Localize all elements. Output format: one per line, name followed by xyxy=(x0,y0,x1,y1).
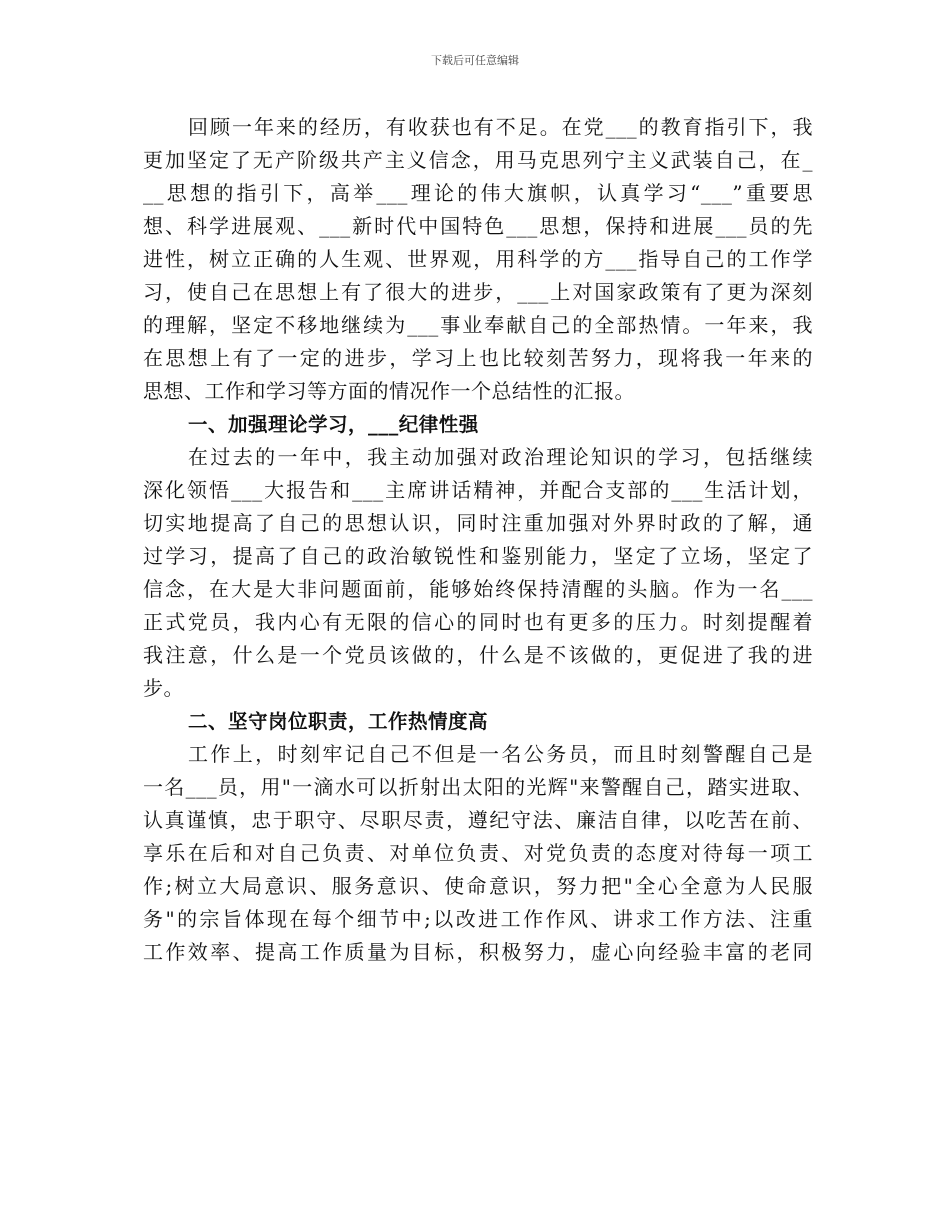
paragraph-intro xyxy=(143,111,813,408)
text-line: 过学习，提高了自己的政治敏锐性和鉴别能力，坚定了立场，坚定了 xyxy=(143,544,813,568)
text-line: 深化领悟___大报告和___主席讲话精神，并配合支部的___生活计划， xyxy=(143,478,813,502)
text-line: 在思想上有了一定的进步，学习上也比较刻苦努力，现将我一年来的 xyxy=(143,346,813,370)
text-line: 回顾一年来的经历，有收获也有不足。在党___的教育指引下，我 xyxy=(188,115,813,139)
text-line: 在过去的一年中，我主动加强对政治理论知识的学习，包括继续 xyxy=(188,445,813,469)
text-line: 作;树立大局意识、服务意识、使命意识，努力把"全心全意为人民服 xyxy=(143,874,813,898)
text-line: 工作上，时刻牢记自己不但是一名公务员，而且时刻警醒自己是 xyxy=(188,742,813,766)
section-heading-2: 二、坚守岗位职责，工作热情度高 xyxy=(188,710,489,733)
text-line: 思想、工作和学习等方面的情况作一个总结性的汇报。 xyxy=(143,379,635,403)
text-line: 一名___员，用"一滴水可以折射出太阳的光辉"来警醒自己，踏实进取、 xyxy=(143,775,813,799)
paragraph-work-duties xyxy=(143,738,813,969)
text-line: 务"的宗旨体现在每个细节中;以改进工作作风、讲求工作方法、注重 xyxy=(143,907,813,931)
text-line: 更加坚定了无产阶级共产主义信念，用马克思列宁主义武装自己，在_ xyxy=(143,148,813,172)
page-header: 下载后可任意编辑 xyxy=(431,54,519,67)
text-line: 认真谨慎，忠于职守、尽职尽责，遵纪守法、廉洁自律，以吃苦在前、 xyxy=(143,808,813,832)
paragraph-theory-study xyxy=(143,441,813,705)
text-line: 习，使自己在思想上有了很大的进步，___上对国家政策有了更为深刻 xyxy=(143,280,813,304)
text-line: 切实地提高了自己的思想认识，同时注重加强对外界时政的了解，通 xyxy=(143,511,813,535)
section-heading-1: 一、加强理论学习，___纪律性强 xyxy=(188,413,479,436)
text-line: 的理解，坚定不移地继续为___事业奉献自己的全部热情。一年来，我 xyxy=(143,313,813,337)
text-line: 想、科学进展观、___新时代中国特色___思想，保持和进展___员的先 xyxy=(143,214,813,238)
text-line: __思想的指引下，高举___理论的伟大旗帜，认真学习“___”重要思 xyxy=(143,181,813,205)
text-line: 进性，树立正确的人生观、世界观，用科学的方___指导自己的工作学 xyxy=(143,247,813,271)
text-line: 工作效率、提高工作质量为目标，积极努力，虚心向经验丰富的老同 xyxy=(143,940,813,964)
document-body xyxy=(143,111,813,969)
text-line: 享乐在后和对自己负责、对单位负责、对党负责的态度对待每一项工 xyxy=(143,841,813,865)
text-line: 信念，在大是大非问题面前，能够始终保持清醒的头脑。作为一名___ xyxy=(143,577,813,601)
text-line: 正式党员，我内心有无限的信心的同时也有更多的压力。时刻提醒着 xyxy=(143,610,813,634)
text-line: 步。 xyxy=(143,676,184,700)
text-line: 我注意，什么是一个党员该做的，什么是不该做的，更促进了我的进 xyxy=(143,643,813,667)
